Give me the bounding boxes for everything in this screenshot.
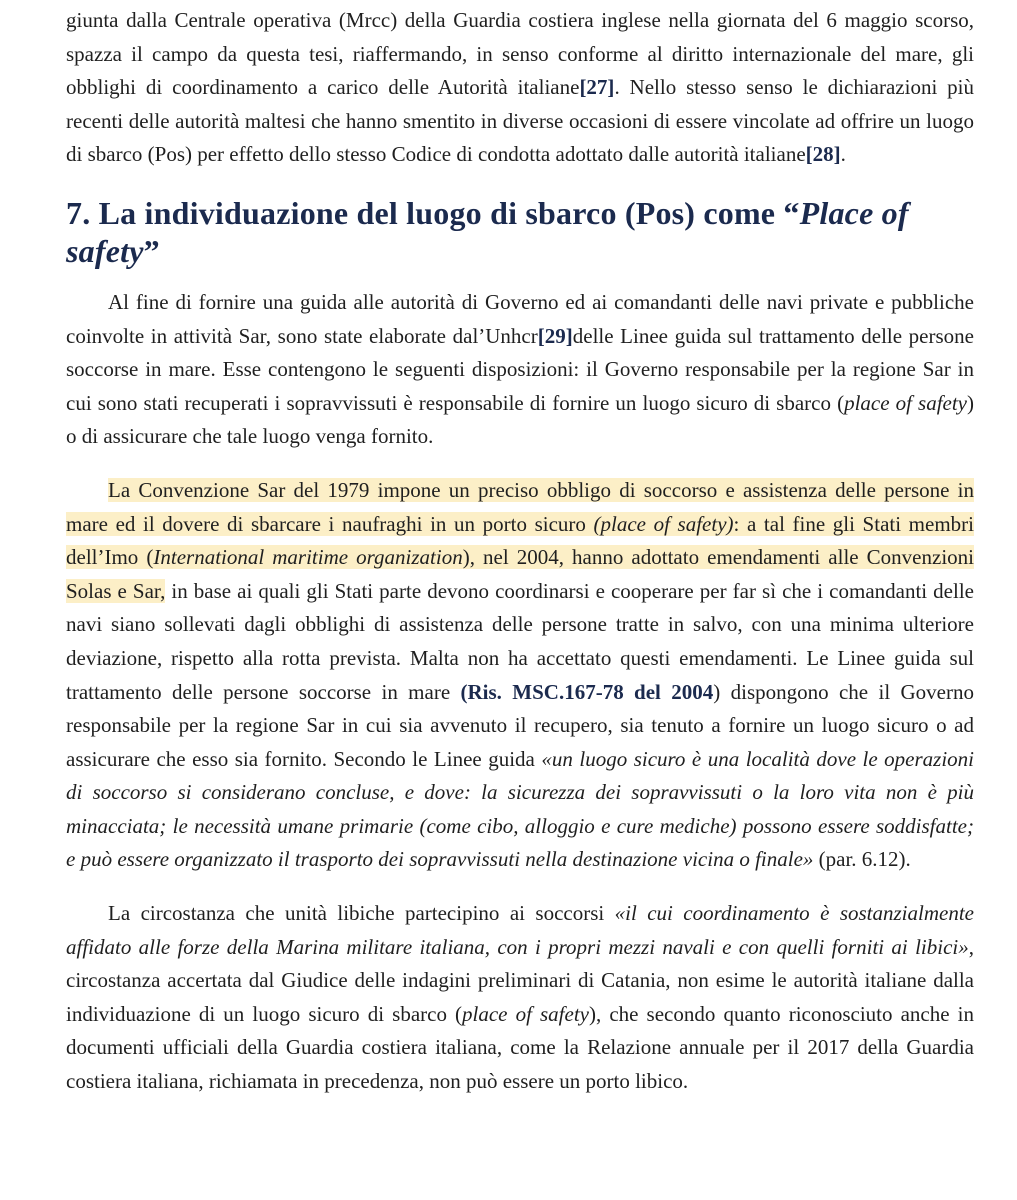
libyan-units-paragraph: La circostanza che unità libiche partecipino ai soccorsi «il cui coordinamento è sostanzialmente affidato alle forze della Marina militare italiana, con i propri mezzi navali e con quelli forniti ai libici», circostanza accertata dal Giudice delle indagini preliminari di Catania, non esime le autorità italiane dalla individuazione di un luogo sicuro di sbarco (place of safety), che secondo quanto riconosciuto anche in documenti ufficiali della Guardia costiera italiana, come la Relazione annuale per il 2017 della Guardia costiera italiana, richiamata in precedenza, non può essere un porto libico.: [66, 901, 974, 1094]
highlighted-text[interactable]: La Convenzione Sar del 1979 impone un preciso obbligo di soccorso e assistenza delle persone in mare ed il dovere di sbarcare i naufraghi in un porto sicuro (place of safety): a tal fine gli Stati membri dell’Imo (International maritime organization), nel 2004, hanno adottato emendamenti alle Convenzioni Solas e Sar,: [66, 477, 974, 603]
guidelines-paragraph: Al fine di fornire una guida alle autorità di Governo ed ai comandanti delle navi private e pubbliche coinvolte in attività Sar, sono state elaborate dal’Unhcr[29]delle Linee guida sul trattamento delle persone soccorse in mare. Esse contengono le seguenti disposizioni: il Governo responsabile per la regione Sar in cui sono stati recuperati i sopravvissuti è responsabile di fornire un luogo sicuro di sbarco (place of safety) o di assicurare che tale luogo venga fornito.: [66, 289, 974, 449]
section-heading: 7. La individuazione del luogo di sbarco (Pos) come “Place of safety”: [66, 194, 909, 269]
footnote-ref-27[interactable]: [27]: [579, 75, 615, 100]
convention-paragraph: La Convenzione Sar del 1979 impone un preciso obbligo di soccorso e assistenza delle persone in mare ed il dovere di sbarcare i naufraghi in un porto sicuro (place of safety): a tal fine gli Stati membri dell’Imo (International maritime organization), nel 2004, hanno adottato emendamenti alle Convenzioni Solas e Sar, in base ai quali gli Stati parte devono coordinarsi e cooperare per far sì che i comandanti delle navi siano sollevati dagli obblighi di assistenza delle persone tratte in salvo, con una minima ulteriore deviazione, rispetto alla rotta prevista. Malta non ha accettato questi emendamenti. Le Linee guida sul trattamento delle persone soccorse in mare (Ris. MSC.167-78 del 2004) dispongono che il Governo responsabile per la regione Sar in cui sia avvenuto il recupero, sia tenuto a fornire un luogo sicuro o ad assicurare che esso sia fornito. Secondo le Linee guida «un luogo sicuro è una località dove le operazioni di soccorso si considerano concluse, e dove: la sicurezza dei sopravvissuti o la loro vita non è più minacciata; le necessità umane primarie (come cibo, alloggio e cure mediche) possono essere soddisfatte; e può essere organizzato il trasporto dei sopravvissuti nella destinazione vicina o finale» (par. 6.12).: [66, 477, 974, 872]
intro-paragraph: giunta dalla Centrale operativa (Mrcc) della Guardia costiera inglese nella giornata del 6 maggio scorso, spazza il campo da questa tesi, riaffermando, in senso conforme al diritto internazionale del mare, gli obblighi di coordinamento a carico delle Autorità italiane[27]. Nello stesso senso le dichiarazioni più recenti delle autorità maltesi che hanno smentito in diverse occasioni di essere vincolate ad offrire un luogo di sbarco (Pos) per effetto dello stesso Codice di condotta adottato dalle autorità italiane[28].: [66, 8, 974, 167]
resolution-citation: (Ris. MSC.167-78 del 2004: [460, 679, 714, 704]
guidelines-quote: «un luogo sicuro è una località dove le operazioni di soccorso si considerano concluse, e dove: la sicurezza dei sopravvissuti o la loro vita non è più minacciata; le necessità umane primarie (come cibo, alloggio e cure mediche) possono essere soddisfatte; e può essere organizzato il trasporto dei sopravvissuti nella destinazione vicina o finale»: [66, 746, 974, 872]
footnote-ref-29[interactable]: [29]: [537, 323, 573, 348]
footnote-ref-28[interactable]: [28]: [805, 142, 841, 167]
article-body: [66, 4, 974, 1099]
gip-quote: «il cui coordinamento è sostanzialmente affidato alle forze della Marina militare italiana, con i propri mezzi navali e con quelli forniti ai libici»: [66, 901, 974, 959]
